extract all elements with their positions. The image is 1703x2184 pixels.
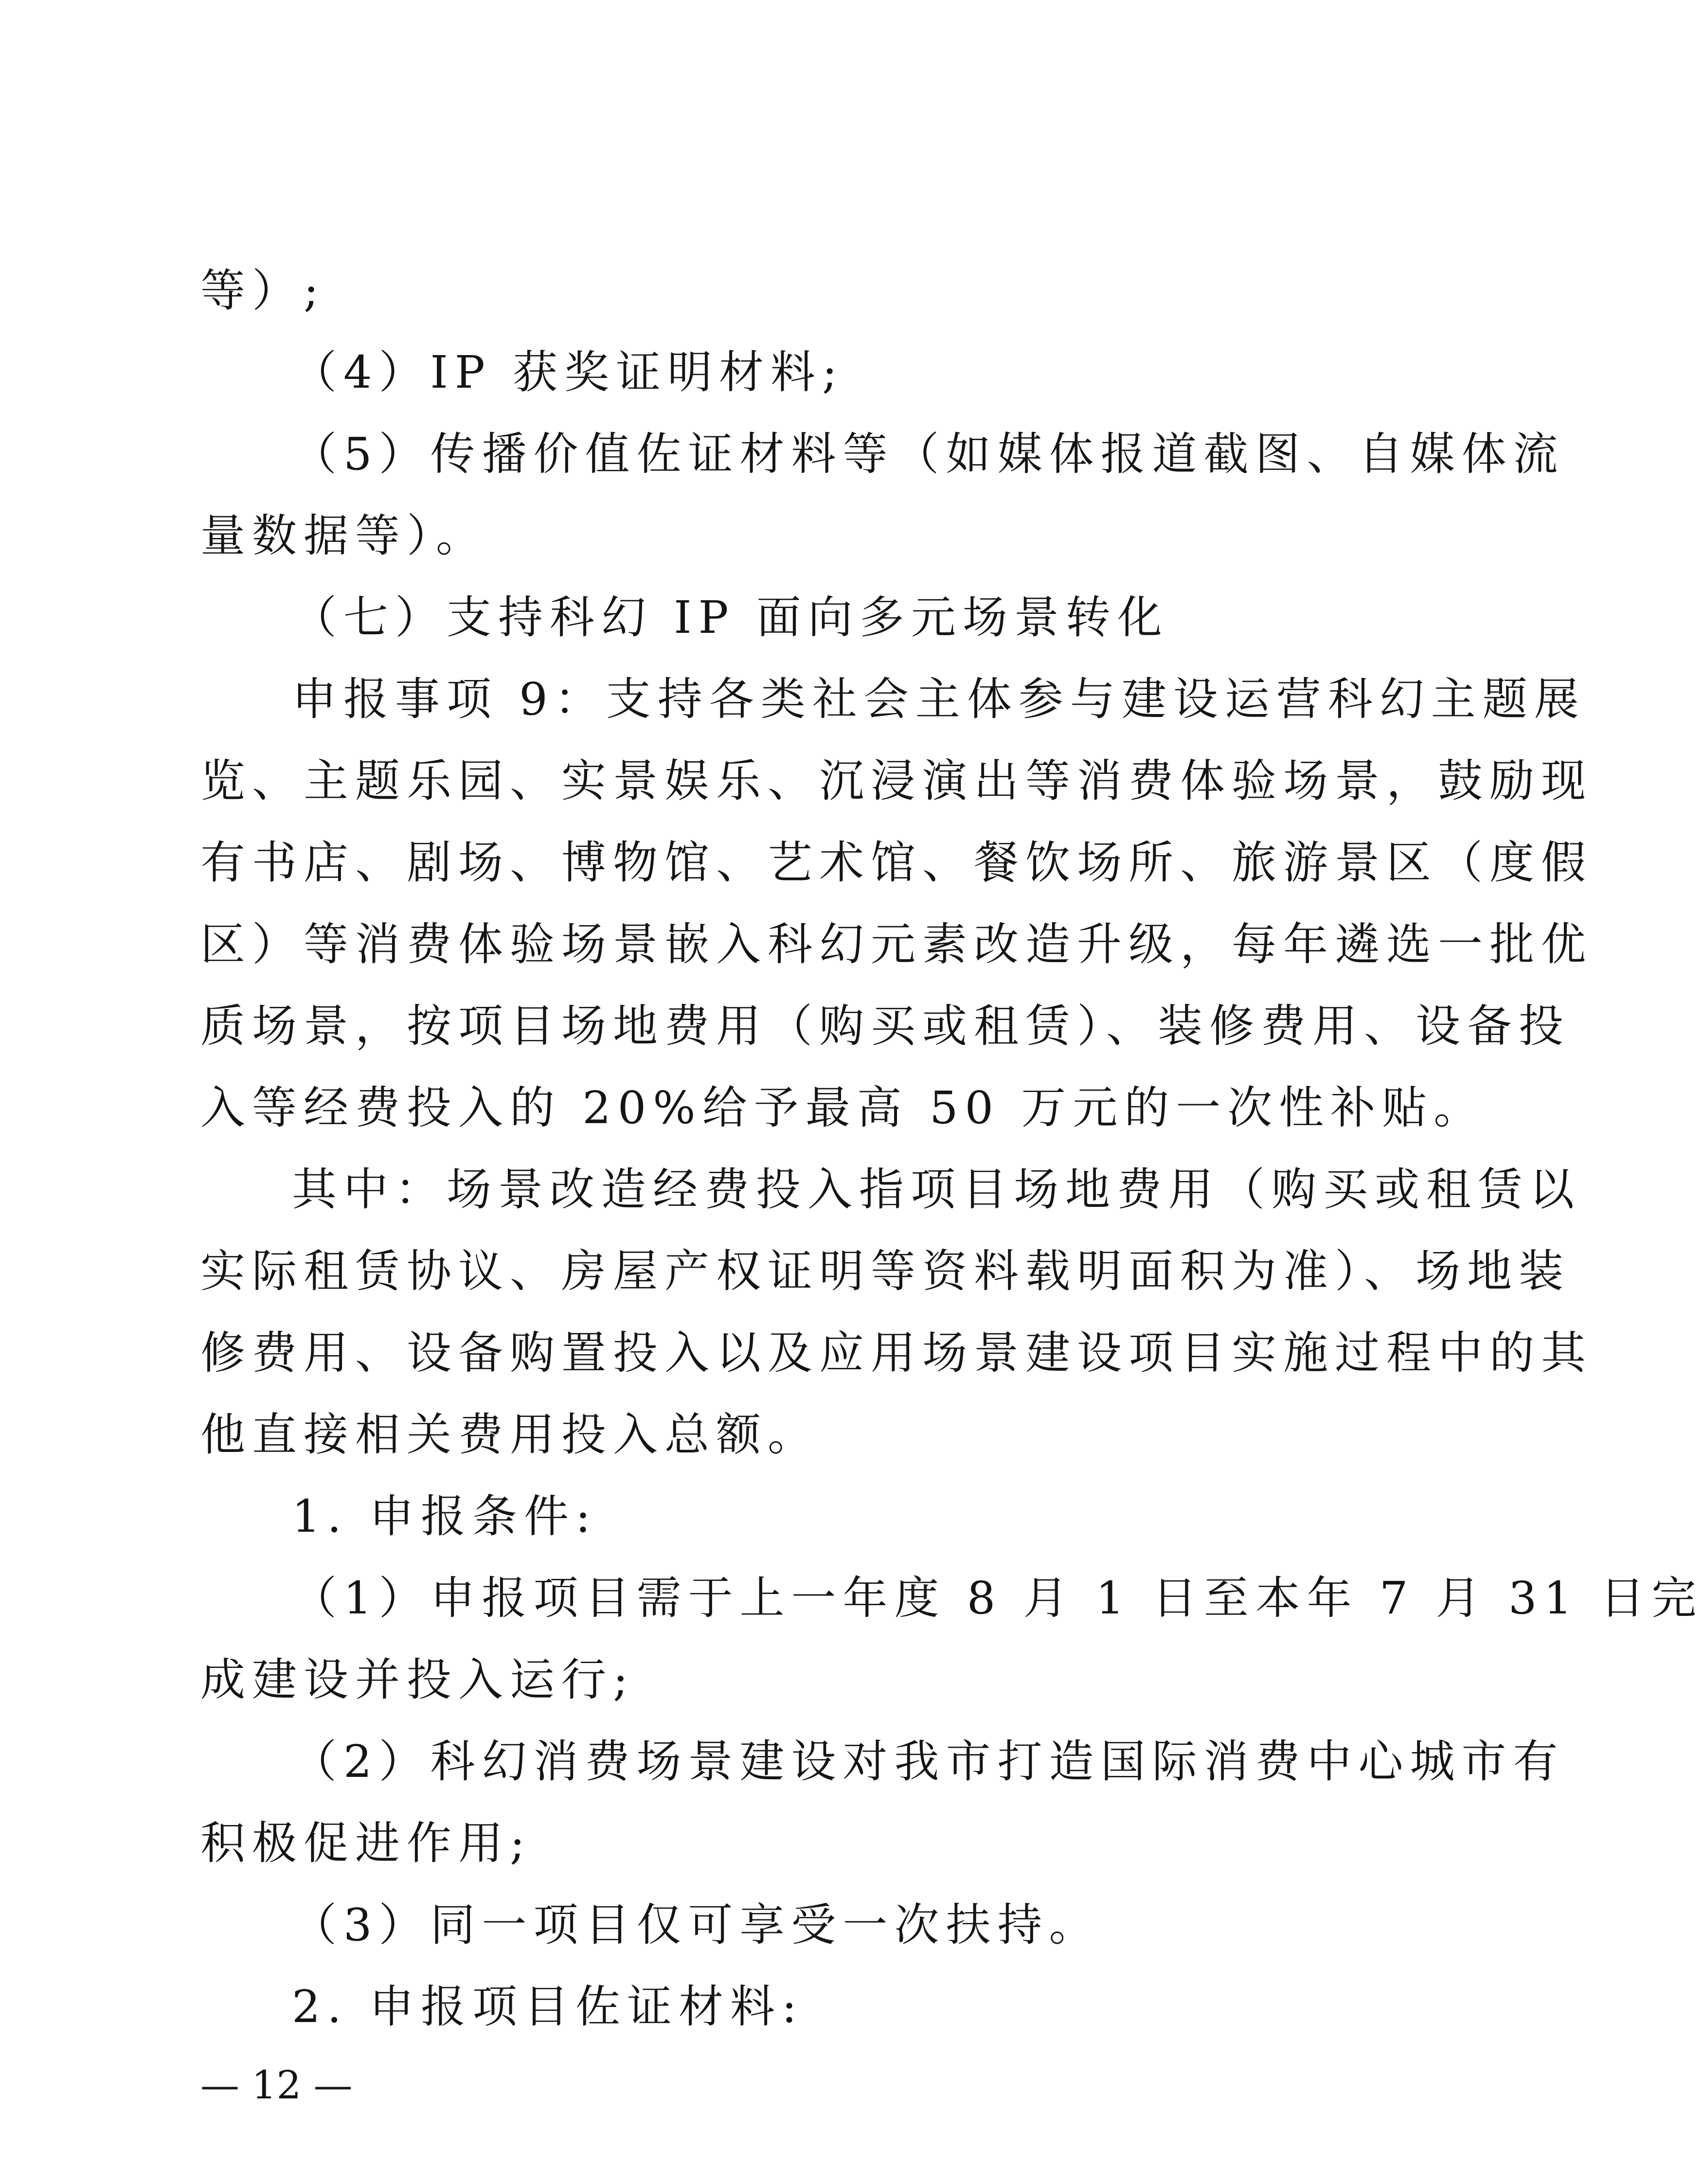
text-line: 量数据等）。 — [200, 510, 488, 562]
text-line: 其中：场景改造经费投入指项目场地费用（购买或租赁以 — [292, 1164, 1581, 1216]
text-line: 览、主题乐园、实景娱乐、沉浸演出等消费体验场景，鼓励现 — [200, 755, 1593, 807]
text-line: 等）; — [200, 265, 325, 317]
text-line: 积极促进作用; — [200, 1817, 532, 1869]
text-line: 他直接相关费用投入总额。 — [200, 1409, 820, 1461]
list-item: （2）科幻消费场景建设对我市打造国际消费中心城市有 — [292, 1736, 1565, 1788]
list-item: （5）传播价值佐证材料等（如媒体报道截图、自媒体流 — [292, 428, 1565, 480]
text-line: 申报事项 9：支持各类社会主体参与建设运营科幻主题展 — [292, 673, 1586, 725]
list-item: （3）同一项目仅可享受一次扶持。 — [292, 1899, 1101, 1951]
text-line: 质场景，按项目场地费用（购买或租赁）、装修费用、设备投 — [200, 1000, 1571, 1052]
text-line: 实际租赁协议、房屋产权证明等资料载明面积为准）、场地装 — [200, 1245, 1571, 1297]
subheading: 1. 申报条件: — [292, 1490, 598, 1542]
text-line: 入等经费投入的 20%给予最高 50 万元的一次性补贴。 — [200, 1082, 1486, 1134]
list-item: （4）IP 获奖证明材料; — [292, 346, 844, 398]
subheading: 2. 申报项目佐证材料: — [292, 1981, 804, 2033]
text-line: 有书店、剧场、博物馆、艺术馆、餐饮场所、旅游景区（度假 — [200, 837, 1593, 889]
text-line: 成建设并投入运行; — [200, 1654, 635, 1706]
section-heading: （七）支持科幻 IP 面向多元场景转化 — [292, 591, 1169, 644]
text-line: 区）等消费体验场景嵌入科幻元素改造升级，每年遴选一批优 — [200, 918, 1593, 970]
page-number: — 12 — — [200, 2062, 353, 2108]
list-item: （1）申报项目需于上一年度 8 月 1 日至本年 7 月 31 日完 — [292, 1572, 1703, 1624]
text-line: 修费用、设备购置投入以及应用场景建设项目实施过程中的其 — [200, 1327, 1593, 1379]
